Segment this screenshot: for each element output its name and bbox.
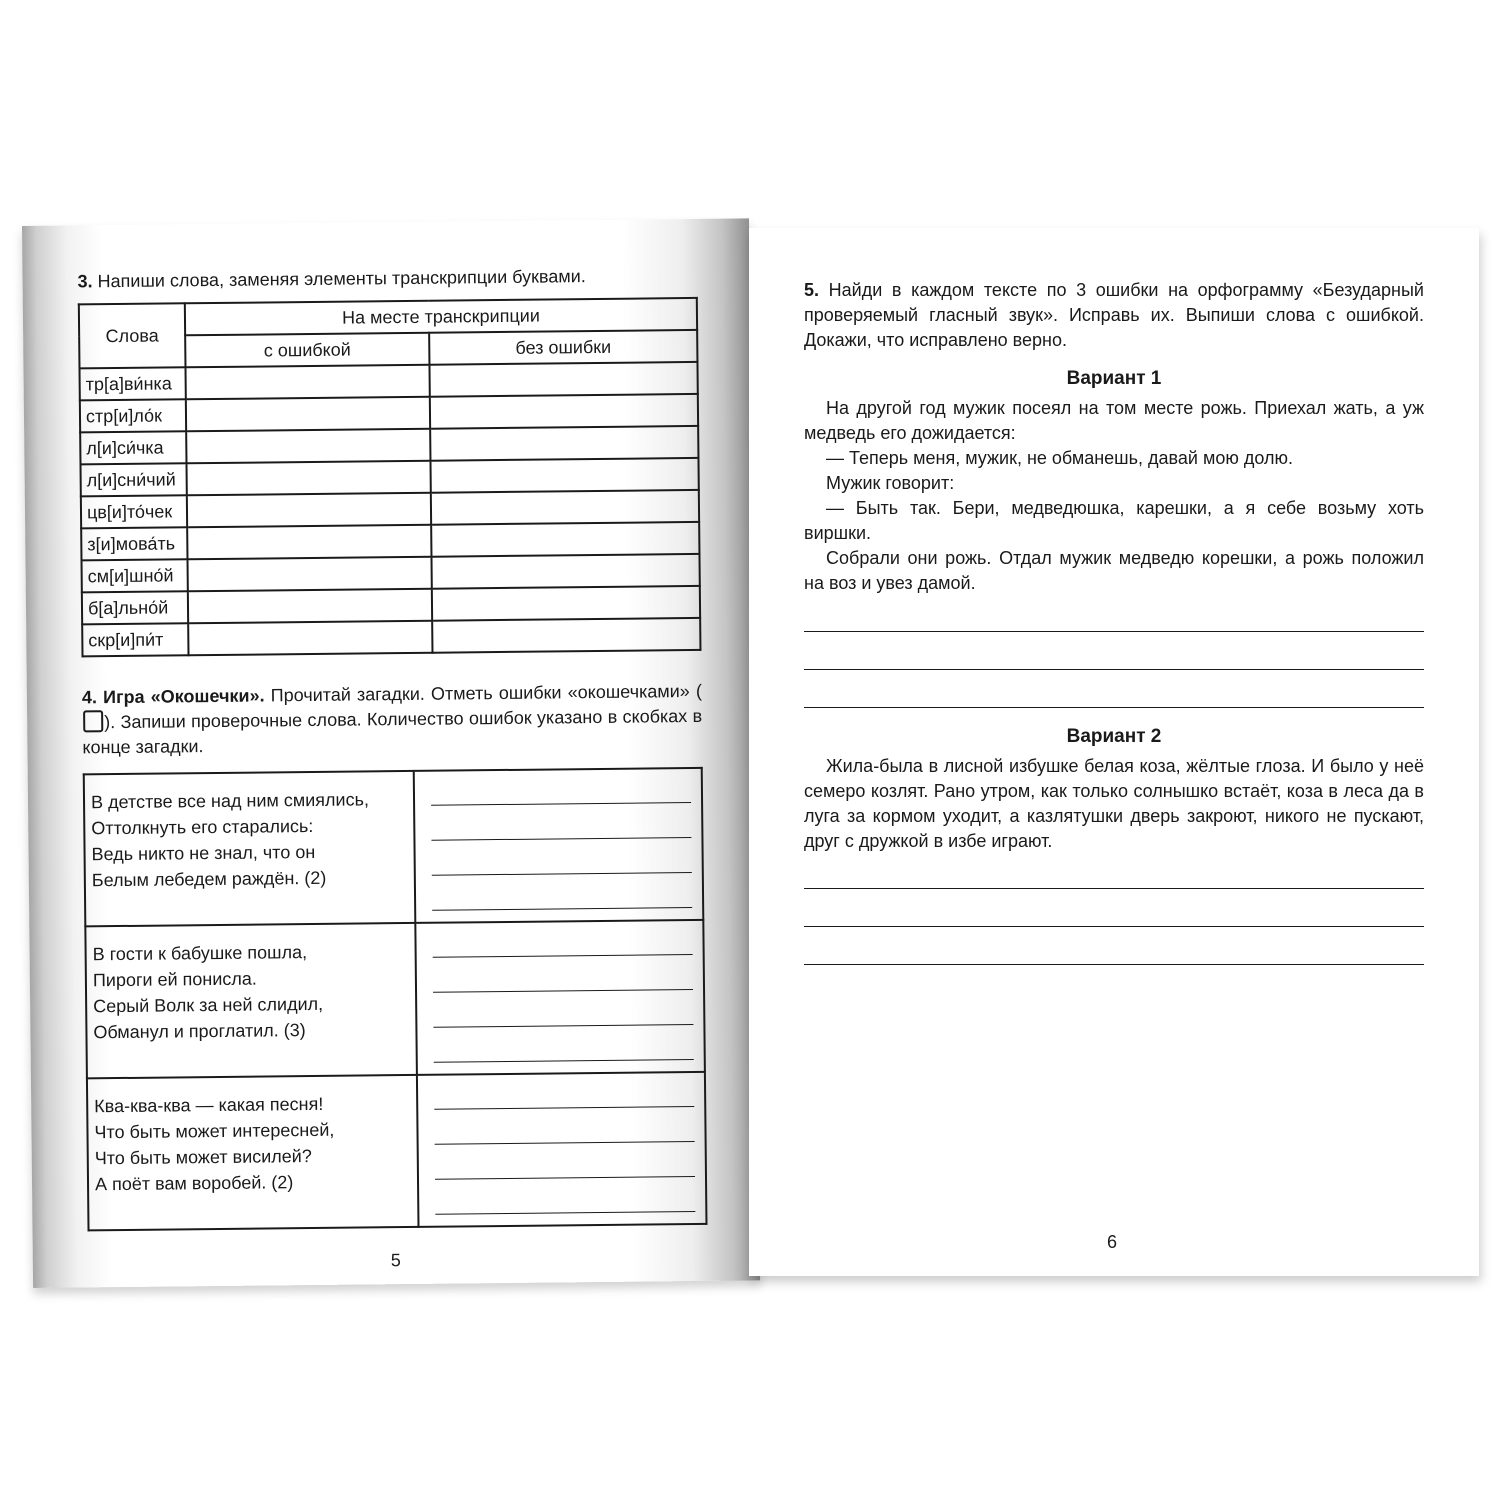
riddle-line: Что быть может интересней, (94, 1119, 335, 1143)
answer-cell[interactable] (432, 586, 700, 621)
page-number-left: 5 (390, 1250, 401, 1271)
task3-number: 3. (77, 271, 93, 292)
answer-line[interactable] (431, 783, 691, 806)
paragraph: Собрали они рожь. Отдал мужик медведю корешки, а рожь положил на воз и увез дамой. (804, 548, 1424, 593)
writing-line[interactable] (804, 964, 1424, 965)
answer-line[interactable] (432, 935, 692, 958)
word-cell: тр[а]ви́нка (79, 367, 185, 400)
riddle-line: Белым лебедем раждён. (2) (91, 867, 327, 891)
header-group: На месте транскрипции (185, 298, 697, 335)
task3-text: Напиши слова, заменяя элементы транскрипции буквами. (97, 266, 586, 292)
answer-cell[interactable] (187, 525, 431, 560)
task4-title: Игра «Окошечки». (103, 685, 265, 708)
answer-line[interactable] (435, 1142, 695, 1180)
riddle-line: Ква-ква-ква — какая песня! (94, 1093, 324, 1117)
riddle-text (84, 771, 416, 926)
riddle-row (85, 920, 705, 1078)
riddle-line: Серый Волк за ней слидил, (93, 993, 324, 1017)
writing-line[interactable] (804, 669, 1424, 670)
task4-number: 4. (81, 687, 98, 708)
answer-line[interactable] (433, 955, 693, 993)
answer-cell[interactable] (432, 618, 700, 653)
paragraph: Мужик говорит: (826, 473, 955, 493)
riddle-line: Оттолкнуть его старались: (91, 815, 314, 839)
answer-cell[interactable] (430, 426, 698, 461)
writing-line[interactable] (804, 707, 1424, 708)
task5-instruction (804, 278, 1424, 353)
variant2-text (804, 754, 1424, 854)
transcription-table (78, 297, 702, 657)
word-cell: л[и]си́чка (80, 431, 186, 464)
answer-cell[interactable] (186, 397, 430, 432)
task5-number: 5. (804, 280, 820, 300)
answer-line[interactable] (432, 873, 692, 911)
answer-cell[interactable] (430, 394, 698, 429)
answer-cell[interactable] (187, 557, 431, 592)
task4-text-b: ). Запиши проверочные слова. Количество ошибок указано в скобках в конце загадки. (82, 705, 703, 758)
answer-cell[interactable] (187, 493, 431, 528)
riddle-row (84, 768, 704, 926)
answer-cell[interactable] (188, 621, 432, 656)
word-cell: б[а]льно́й (82, 591, 188, 624)
left-page (22, 218, 760, 1288)
riddle-text (87, 1075, 419, 1230)
header-without-error: без ошибки (429, 330, 697, 365)
answer-line[interactable] (435, 1177, 695, 1215)
riddle-line: В детстве все над ним смиялись, (90, 789, 370, 813)
variant2-title: Вариант 2 (1066, 726, 1162, 747)
answer-line[interactable] (433, 1025, 693, 1063)
answer-line[interactable] (434, 1107, 694, 1145)
answer-cell[interactable] (430, 458, 698, 493)
word-cell: стр[и]ло́к (80, 399, 186, 432)
answer-cell[interactable] (186, 461, 430, 496)
answer-cell[interactable] (431, 522, 699, 557)
riddle-row (87, 1072, 707, 1230)
answer-line[interactable] (431, 838, 691, 876)
writing-line[interactable] (804, 888, 1424, 889)
paragraph: Жила-была в лисной избушке белая коза, жёлтые глоза. И было у неё семеро козлят. Рано утром, как только солнышко встаёт, коза в леса да в луга за кормом уходит, а казлятушки дверь закроют, никого не пускают, друг с дружкой в избе играют. (804, 756, 1424, 851)
answer-cell[interactable] (429, 362, 697, 397)
riddle-line: Ведь никто не знал, что он (91, 841, 316, 865)
answer-cell[interactable] (431, 554, 699, 589)
word-cell: з[и]мова́ть (81, 527, 187, 560)
riddle-line: А поёт вам воробей. (2) (94, 1172, 294, 1195)
header-words: Слова (79, 303, 186, 368)
answer-line[interactable] (434, 1087, 694, 1110)
answer-line[interactable] (433, 990, 693, 1028)
answer-area[interactable] (417, 1072, 707, 1227)
answer-line[interactable] (431, 803, 691, 841)
answer-area[interactable] (415, 920, 705, 1075)
word-cell: л[и]сни́чий (80, 463, 186, 496)
riddles-table (83, 767, 708, 1231)
right-page (749, 228, 1479, 1276)
word-cell: см[и]шно́й (82, 559, 188, 592)
answer-cell[interactable] (186, 429, 430, 464)
answer-cell[interactable] (185, 365, 429, 400)
paragraph: На другой год мужик посеял на том месте рожь. Приехал жать, а уж медведь его дожидается: (804, 398, 1424, 443)
variant1-title: Вариант 1 (1066, 368, 1162, 389)
window-box-icon (83, 710, 103, 732)
answer-area[interactable] (414, 768, 704, 923)
task4-text-a: Прочитай загадки. Отметь ошибки «окошечками» ( (270, 680, 702, 706)
answer-cell[interactable] (431, 490, 699, 525)
header-with-error: с ошибкой (185, 333, 429, 368)
task4-instruction (82, 679, 703, 760)
writing-line[interactable] (804, 926, 1424, 927)
task5-text: Найди в каждом тексте по 3 ошибки на орфограмму «Безударный проверяемый гласный звук». Исправь их. Выпиши слова с ошибкой. Докажи, что исправлено верно. (804, 280, 1424, 350)
riddle-line: В гости к бабушке пошла, (92, 942, 308, 965)
writing-line[interactable] (804, 631, 1424, 632)
riddle-text (85, 923, 417, 1078)
variant1-text (804, 396, 1424, 596)
answer-cell[interactable] (188, 589, 432, 624)
riddle-line: Пироги ей понисла. (92, 968, 257, 991)
word-cell: цв[и]то́чек (81, 495, 187, 528)
table-row (82, 618, 700, 656)
riddle-line: Обманул и проглатил. (3) (93, 1020, 306, 1043)
paragraph: — Быть так. Бери, медведюшка, карешки, а я себе возьму хоть виршки. (804, 498, 1424, 543)
page-number-right: 6 (1107, 1232, 1118, 1252)
paragraph: — Теперь меня, мужик, не обманешь, давай мою долю. (826, 448, 1293, 468)
task3-instruction (77, 263, 697, 294)
riddle-line: Что быть может висилей? (94, 1146, 312, 1169)
word-cell: скр[и]пи́т (82, 623, 188, 656)
